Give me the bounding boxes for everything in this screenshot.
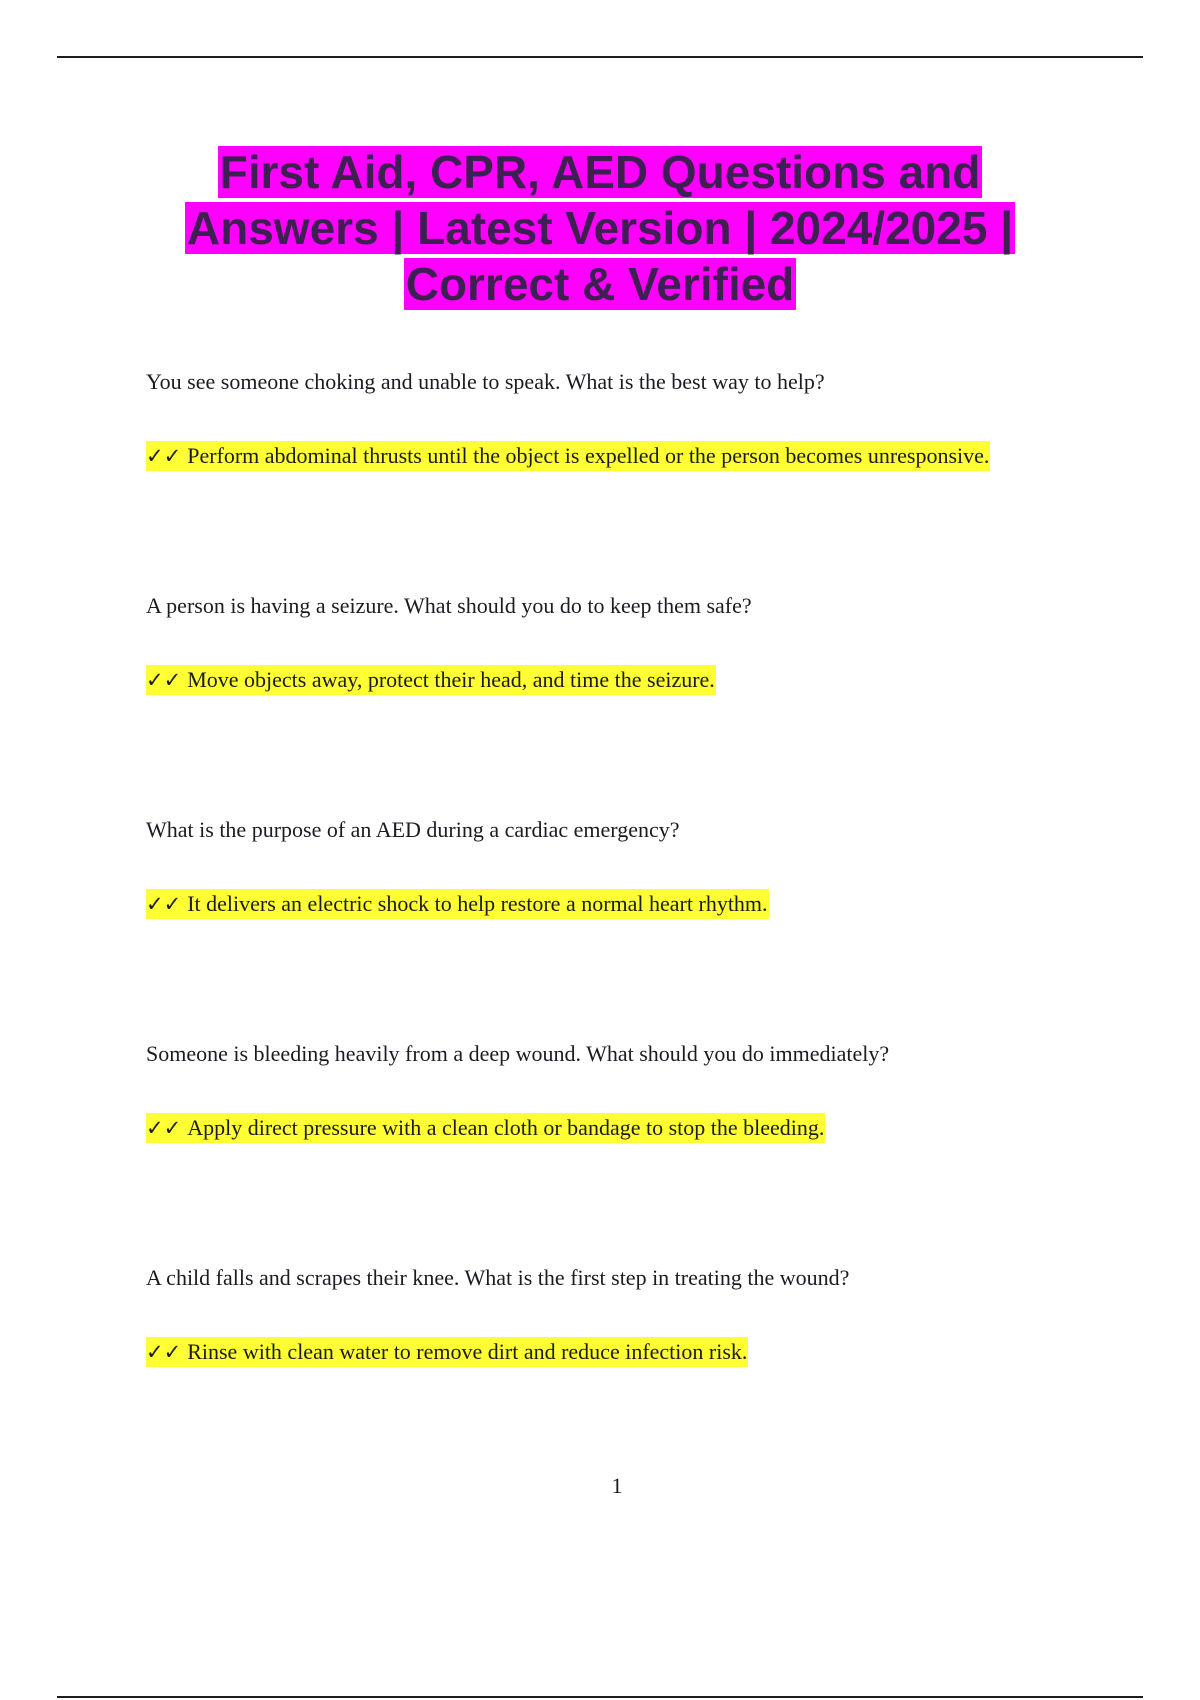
bottom-rule (57, 1696, 1143, 1698)
answer-highlight (146, 665, 716, 695)
answer-text: Rinse with clean water to remove dirt and reduce infection risk. (187, 1339, 748, 1364)
qa-item (146, 1040, 1146, 1142)
answer-highlight (146, 889, 769, 919)
document-title: First Aid, CPR, AED Questions and Answers | Latest Version | 2024/2025 | Correct & Verified (186, 146, 1014, 310)
qa-item (146, 592, 1146, 694)
question-text: A person is having a seizure. What should you do to keep them safe? (146, 593, 752, 618)
double-check-icon: ✓✓ (146, 1340, 182, 1364)
qa-item (146, 1264, 1146, 1366)
title-block (150, 144, 1050, 312)
answer-highlight (146, 1113, 825, 1143)
double-check-icon: ✓✓ (146, 1116, 182, 1140)
double-check-icon: ✓✓ (146, 444, 182, 468)
answer-line (146, 1338, 1146, 1366)
double-check-icon: ✓✓ (146, 892, 182, 916)
answer-text: Move objects away, protect their head, and time the seizure. (187, 667, 715, 692)
qa-item (146, 368, 1146, 470)
answer-line (146, 890, 1146, 918)
question-text: A child falls and scrapes their knee. What is the first step in treating the wound? (146, 1265, 850, 1290)
answer-line (146, 666, 1146, 694)
answer-highlight (146, 441, 990, 471)
answer-text: Perform abdominal thrusts until the object is expelled or the person becomes unresponsive. (187, 443, 990, 468)
question-text: Someone is bleeding heavily from a deep wound. What should you do immediately? (146, 1041, 890, 1066)
answer-line (146, 442, 1146, 470)
top-rule (57, 56, 1143, 58)
qa-item (146, 816, 1146, 918)
question-text: You see someone choking and unable to speak. What is the best way to help? (146, 369, 825, 394)
answer-highlight (146, 1337, 748, 1367)
answer-line (146, 1114, 1146, 1142)
question-text: What is the purpose of an AED during a cardiac emergency? (146, 817, 680, 842)
page-number: 1 (611, 1473, 623, 1498)
answer-text: It delivers an electric shock to help restore a normal heart rhythm. (187, 891, 768, 916)
answer-text: Apply direct pressure with a clean cloth or bandage to stop the bleeding. (187, 1115, 825, 1140)
double-check-icon: ✓✓ (146, 668, 182, 692)
